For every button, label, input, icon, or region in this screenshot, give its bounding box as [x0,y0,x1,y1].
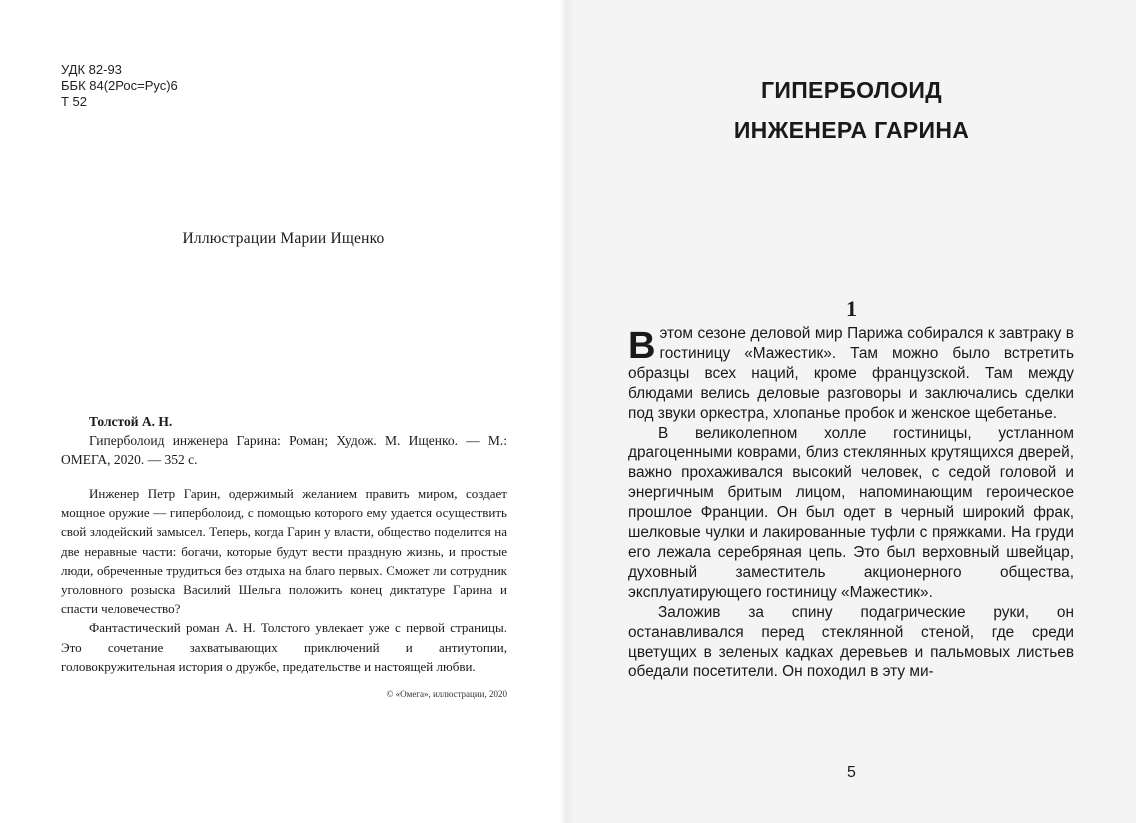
author-mark: Т 52 [61,94,88,109]
chapter-number: 1 [846,296,857,321]
first-paragraph [628,324,1074,424]
biblio-description: Гиперболоид инженера Гарина: Роман; Худож. М. Ищенко. — М.: ОМЕГА, 2020. — 352 с. [61,433,507,467]
annotation [61,484,507,676]
illustrator-credit: Иллюстрации Марии Ищенко [182,230,385,247]
bibliographic-record [61,412,507,469]
biblio-author: Толстой А. Н. [89,414,173,429]
body-paragraph: Заложив за спину подагрические руки, он останавливался перед стеклянной стеной, где среди цветущих в зеленых кадках деревьев и пальмовых листьев обедали посетители. Он походил в эту ми- [628,603,1074,681]
copyright-notice: © «Омега», иллюстрации, 2020 [386,689,507,699]
classification-block [61,62,178,110]
annotation-paragraph: Инженер Петр Гарин, одержимый желанием править миром, создает мощное оружие — гиперболоид, с помощью которого ему удается осуществить свой злодейский замысел. Теперь, когда Гарин у власти, общество поделится на две неравные части: богачи, которые будут вести праздную жизнь, и простые люди, обреченные трудиться без отдыха на благо первых. Сможет ли сотрудник уголовного розыска Василий Шельга положить конец диктатуре Гарина и спасти человечество? [61,486,507,617]
book-title [567,70,1136,150]
page-number: 5 [847,764,856,781]
first-paragraph-text: этом сезоне деловой мир Парижа собирался к завтраку в гостиницу «Мажестик». Там можно было встретить образцы всех наций, кроме французской. Там между блюдами велись деловые разговоры и заключались сделки под звуки оркестра, хлопанье пробок и женское щебетанье. [628,325,1074,422]
book-title-line-2: ИНЖЕНЕРА ГАРИНА [733,117,970,143]
chapter-body [628,324,1074,682]
drop-cap: В [628,325,656,367]
body-paragraph: В великолепном холле гостиницы, устланном драгоценными коврами, близ стеклянных крутящихся дверей, важно прохаживался высокий человек, с седой головой и энергичным бритым лицом, напоминающим героическое прошлое Франции. Он был одет в черный широкий фрак, шелковые чулки и лакированные туфли с пряжками. На груди его лежала серебряная цепь. Это был верховный швейцар, духовный заместитель акционерного общества, эксплуатирующего гостиницу «Мажестик». [628,424,1074,601]
udk-code: УДК 82-93 [61,62,122,77]
annotation-paragraph: Фантастический роман А. Н. Толстого увлекает уже с первой страницы. Это сочетание захватывающих приключений и антиутопии, головокружительная история о дружбе, предательстве и настоящей любви. [61,620,507,674]
bbk-code: ББК 84(2Рос=Рус)6 [61,78,178,93]
book-title-line-1: ГИПЕРБОЛОИД [761,77,942,103]
